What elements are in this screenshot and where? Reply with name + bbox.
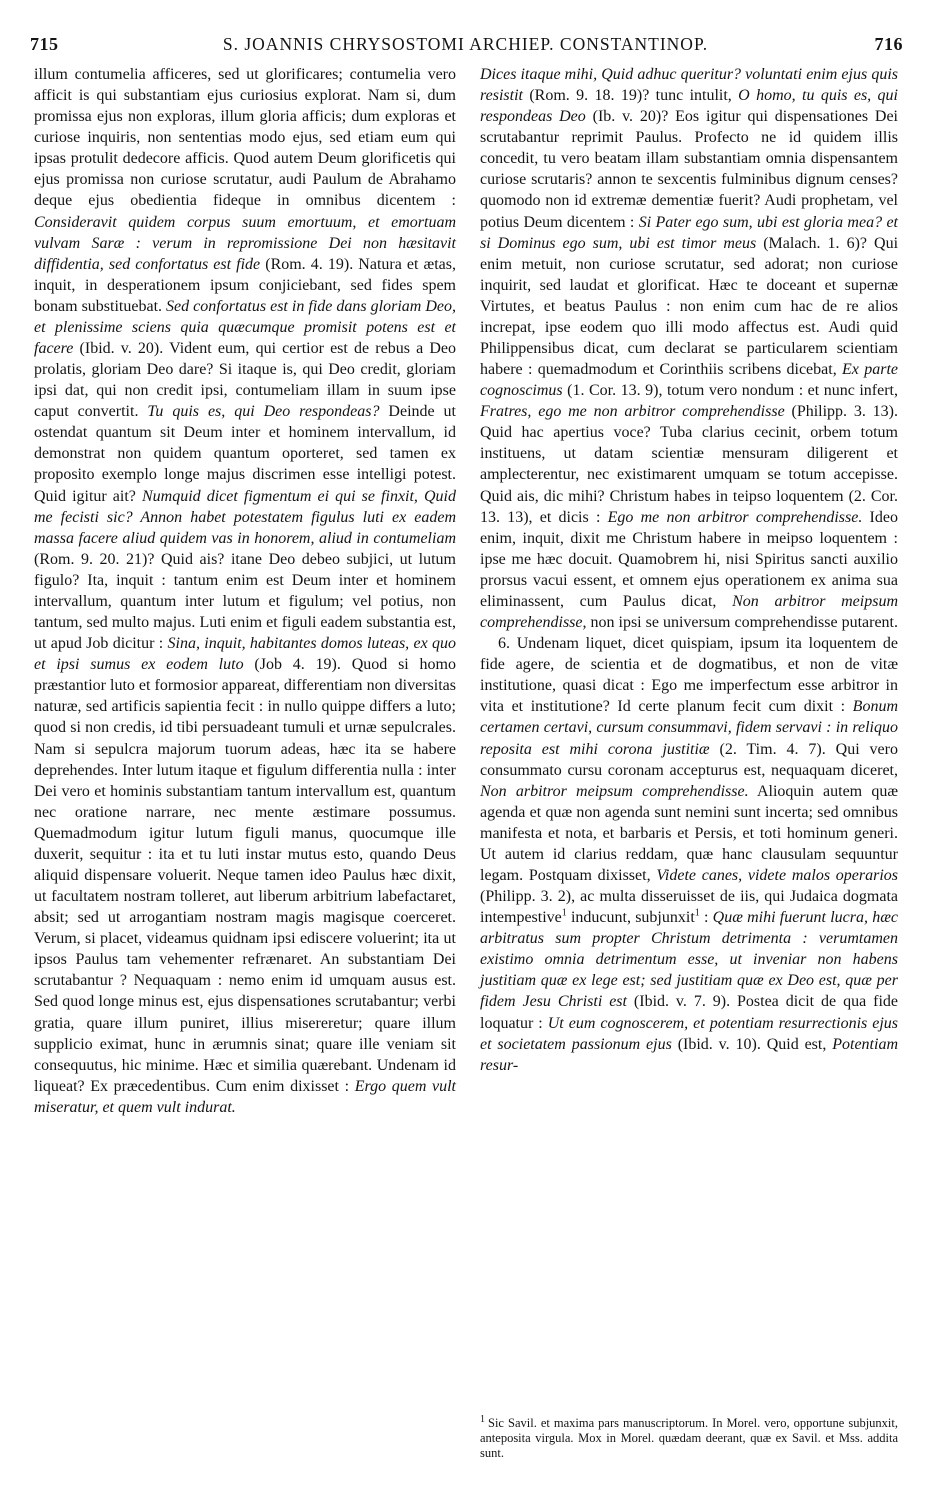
italic-quotation: Ego me non arbitror comprehendisse. <box>607 508 863 526</box>
right-page-number: 716 <box>874 34 903 54</box>
text-run: Deinde ut ostendat quantum sit Deum inter et hominem intervallum, id demonstrat non quidem quantum oporteret, sed tamen ex proposito exemplo longe majus discrimen esse intelligi potest. Quid igitur ait? <box>34 403 457 505</box>
text-run: (Philipp. 3. 13). Quid hac apertius voce? Tuba clarius cecinit, orbem totum instituens, ut datam scientiæ mensuram diligerent et amplecterentur, nec existimarent umquam se totum accepisse. Quid ais, dic mihi? Christum habes in teipso loquentem (2. Cor. 13. 13), et dicis : <box>480 403 899 526</box>
text-run: : <box>699 909 713 927</box>
right-column <box>480 64 898 1076</box>
text-run: (Ibid. v. 7. 9). Postea dicit de qua fide loquatur : <box>480 993 898 1032</box>
text-run: (Ibid. v. 20). Vident eum, qui certior est de rebus a Deo prolatis, gloriam Deo dare? Si itaque is, qui Deo credit, gloriam ipsi dat, qui non credit ipsi, contumeliam illam in suum ipse caput convertit. <box>34 340 456 421</box>
italic-quotation: Si Pater ego sum, ubi est gloria mea? et si Dominus ego sum, ubi est timor meus <box>480 213 898 252</box>
footnote-text: Sic Savil. et maxima pars manuscriptorum. In Morel. vero, opportune subjunxit, anteposita virgula. Mox in Morel. quædam deerant, quæ ex Savil. et Mss. addita sunt. <box>480 1416 898 1461</box>
text-run: Alioquin autem quæ agenda et quæ non agenda sunt nemini sunt incerta; sed omnibus manifesta et nota, et barbaris et Persis, et toti hominum generi. Ut autem id clarius reddam, quæ hanc clausulam sequuntur legam. Postquam dixisset, <box>480 782 898 884</box>
paragraph-2-part-b <box>567 909 695 926</box>
text-run: (Rom. 4. 19). Natura et ætas, inquit, in desperationem ipsum conjiciebant, sed fides spem bonam substituebat. <box>34 255 456 315</box>
text-run: 6. Undenam liquet, dicet quispiam, ipsum ita loquentem de fide agere, de scientia et de dogmatibus, et non de vitæ institutione, quasi dicat : Ego me imperfectum esse arbitror in vita et institutione? Id certe planum fecit cum dixit : <box>480 635 898 716</box>
italic-quotation: Tu quis es, qui Deo respondeas? <box>147 403 380 421</box>
footnote-number: 1 <box>480 1414 485 1425</box>
running-title: S. JOANNIS CHRYSOSTOMI ARCHIEP. CONSTANTINOP. <box>222 34 709 54</box>
italic-quotation: Quæ mihi fuerunt lucra, hæc arbitratus sum propter Christum detrimenta : verumtamen existimo omnia detrimentum esse, ut inveniar non habens justitiam quæ ex lege est; sed justitiam quæ ex Deo est, quæ per fidem Jesu Christi est <box>480 909 898 1011</box>
text-run: (Job 4. 19). Quod si homo præstantior luto et formosior appareat, differentiam non diversitas naturæ, sed artificis sapientia fecit : in nullo quippe differs a luto; quod si non credis, id tibi persuadeant tumuli et urnæ sepulcrales. Nam si sepulcra majorum tuorum adeas, hæc ita se habere deprehendes. Inter lutum itaque et figulum differentia nulla : inter Dei vero et hominis substantiam tantum intervallum est, quantum nec oratione narrare, nec mente æstimare possumus. Quemadmodum igitur lutum figuli manus, quocumque ille duxerit, sequitur : ita et tu luti instar mutus esto, quando Deus aliquid dispensare voluerit. Neque tamen ideo Paulus hæc dixit, ut facultatem nostram tolleret, aut liberum arbitrium labefactaret, absit; sed ut arrogantiam nostram magis magisque coerceret. Verum, si placet, videamus quidnam ipsi ediscere voluerint; ita ut ipsos Paulus tam vehementer refrænaret. An substantiam Dei scrutabantur ? Nequaquam : nemo enim id umquam ausus est. Sed quod longe minus est, ejus dispensationes scrutabantur; verbi gratia, quare illum puniret, illius misereretur; quare illum supplicio eximat, hunc in ærumnis sinat; quare ille veniam sit consequutus, hic minime. Hæc et similia quærebant. Undenam id liqueat? Ex præcedentibus. Cum enim dixisset : <box>34 656 456 1095</box>
italic-quotation: Numquid dicet figmentum ei qui se finxit, Quid me fecisti sic? Annon habet potestatem figulus luti ex eadem massa facere aliud quidem vas in honorem, aliud in contumeliam <box>34 487 457 547</box>
text-run: (Philipp. 3. 2), ac multa disseruisset de iis, qui Judaica dogmata intempestive <box>480 888 898 927</box>
text-run: (Rom. 9. 18. 19)? tunc intulit, <box>522 87 739 105</box>
text-run: (Rom. 9. 20. 21)? Quid ais? itane Deo debeo subjici, ut lutum figulo? Ita, inquit : tantum enim est Deum inter et hominem intervallum, quantum inter lutum et figulum; vel potius, non tantum, sed multo majus. Luti enim et figuli eadem substantia est, ut apud Job dicitur : <box>34 550 456 653</box>
text-run: inducunt, subjunxit <box>566 909 695 927</box>
text-run: (Malach. 1. 6)? Qui enim metuit, non curiose scrutatur, sed adorat; non curiose inquirit, sed laudat et glorificat. Hæc te doceant et supernæ Virtutes, et beatus Paulus : non enim cum hac de re alios increpat, ipse eodem quo illi modo affectus est. Audi quid Philippensibus dicat, cum declarat se particularem scientiam habere : quemadmodum et Corinthiis scribens dicebat, <box>480 234 899 379</box>
italic-quotation: Videte canes, videte malos operarios <box>656 866 898 884</box>
text-run: (1. Cor. 13. 9), totum vero nondum : et nunc infert, <box>562 382 898 400</box>
italic-quotation: Ergo quem vult miseratur, et quem vult indurat. <box>34 1077 456 1116</box>
italic-quotation: Ut eum cognoscerem, et potentiam resurrectionis ejus et societatem passionum ejus <box>480 1014 899 1053</box>
italic-quotation: Sina, inquit, habitantes domos luteas, ex quo et ipsi sumus ex eodem luto <box>34 635 456 674</box>
footnote-ref-2: 1 <box>694 907 700 919</box>
left-column <box>34 64 456 1118</box>
italic-quotation: Dices itaque mihi, Quid adhuc queritur? voluntati enim ejus quis resistit <box>480 66 898 105</box>
italic-quotation: Non arbitror meipsum comprehendisse, <box>480 592 898 632</box>
right-column-paragraph-2 <box>480 633 898 1076</box>
text-run: illum contumelia afficeres, sed ut glorificares; contumelia vero afficit is qui substantiam ejus curiosius explorat. Nam si, dum promissa ejus non exploras, illum gloria afficis; dum exploras et curiose inquiris, non sententias modo ejus, sed etiam eum qui ipsas protulit dedecore afficis. Quod autem Deum glorificetis qui ejus promissa non curiose scrutatur, audi Paulum de Abrahamo deque ejus obedientia fideque in omnibus dicentem : <box>34 66 456 210</box>
italic-quotation: Fratres, ego me non arbitror comprehendisse <box>480 403 785 421</box>
text-run: (Ibid. v. 10). Quid est, <box>671 1035 833 1053</box>
left-page-number: 715 <box>30 34 59 54</box>
italic-quotation: Potentiam resur- <box>480 1035 898 1074</box>
text-run: (2. Tim. 4. 7). Qui vero consummato cursu coronam accepturus est, nequaquam diceret, <box>480 740 898 779</box>
text-run: (Ib. v. 20)? Eos igitur qui dispensationes Dei scrutabantur reprimit Paulus. Profecto ne id quidem illis concedit, tu vero beatam illam substantiam omnia dispensantem curiose scrutaris? annon te sexcentis fulminibus dignum censes? quomodo non id extremæ dementiæ fuerit? Audi prophetam, vel potius Deum dicentem : <box>480 108 898 231</box>
right-column-paragraph-1 <box>480 64 898 633</box>
text-run: non ipsi se universum comprehendisse putarent. <box>586 614 898 632</box>
paragraph-2-part-a <box>480 635 898 926</box>
italic-quotation: Bonum certamen certavi, cursum consummavi, fidem servavi : in reliquo reposita est mihi corona justitiæ <box>480 698 898 758</box>
italic-quotation: Ex parte cognoscimus <box>480 361 898 400</box>
paragraph-2-part-c <box>480 909 898 1074</box>
italic-quotation: O homo, tu quis es, qui respondeas Deo <box>480 87 898 126</box>
italic-quotation: Sed confortatus est in fide dans gloriam Deo, et plenissime sciens quia quæcumque promisit potens est et facere <box>34 297 456 358</box>
footnote-ref-1: 1 <box>561 907 567 919</box>
footnote <box>480 1412 898 1461</box>
left-column-text <box>34 64 456 1118</box>
text-run: Ideo enim, inquit, dixit me Christum habere in meipso loquentem : ipse me hæc docuit. Quamobrem hi, nisi Spiritus sancti auxilio prorsus vacui essent, et omnem ejus operationem ex anima sua eliminassent, cum Paulus dicat, <box>480 508 898 610</box>
italic-quotation: Consideravit quidem corpus suum emortuum, et emortuam vulvam Saræ : verum in repromissione Dei non hæsitavit diffidentia, sed confortatus est fide <box>34 213 456 273</box>
italic-quotation: Non arbitror meipsum comprehendisse. <box>480 782 749 800</box>
